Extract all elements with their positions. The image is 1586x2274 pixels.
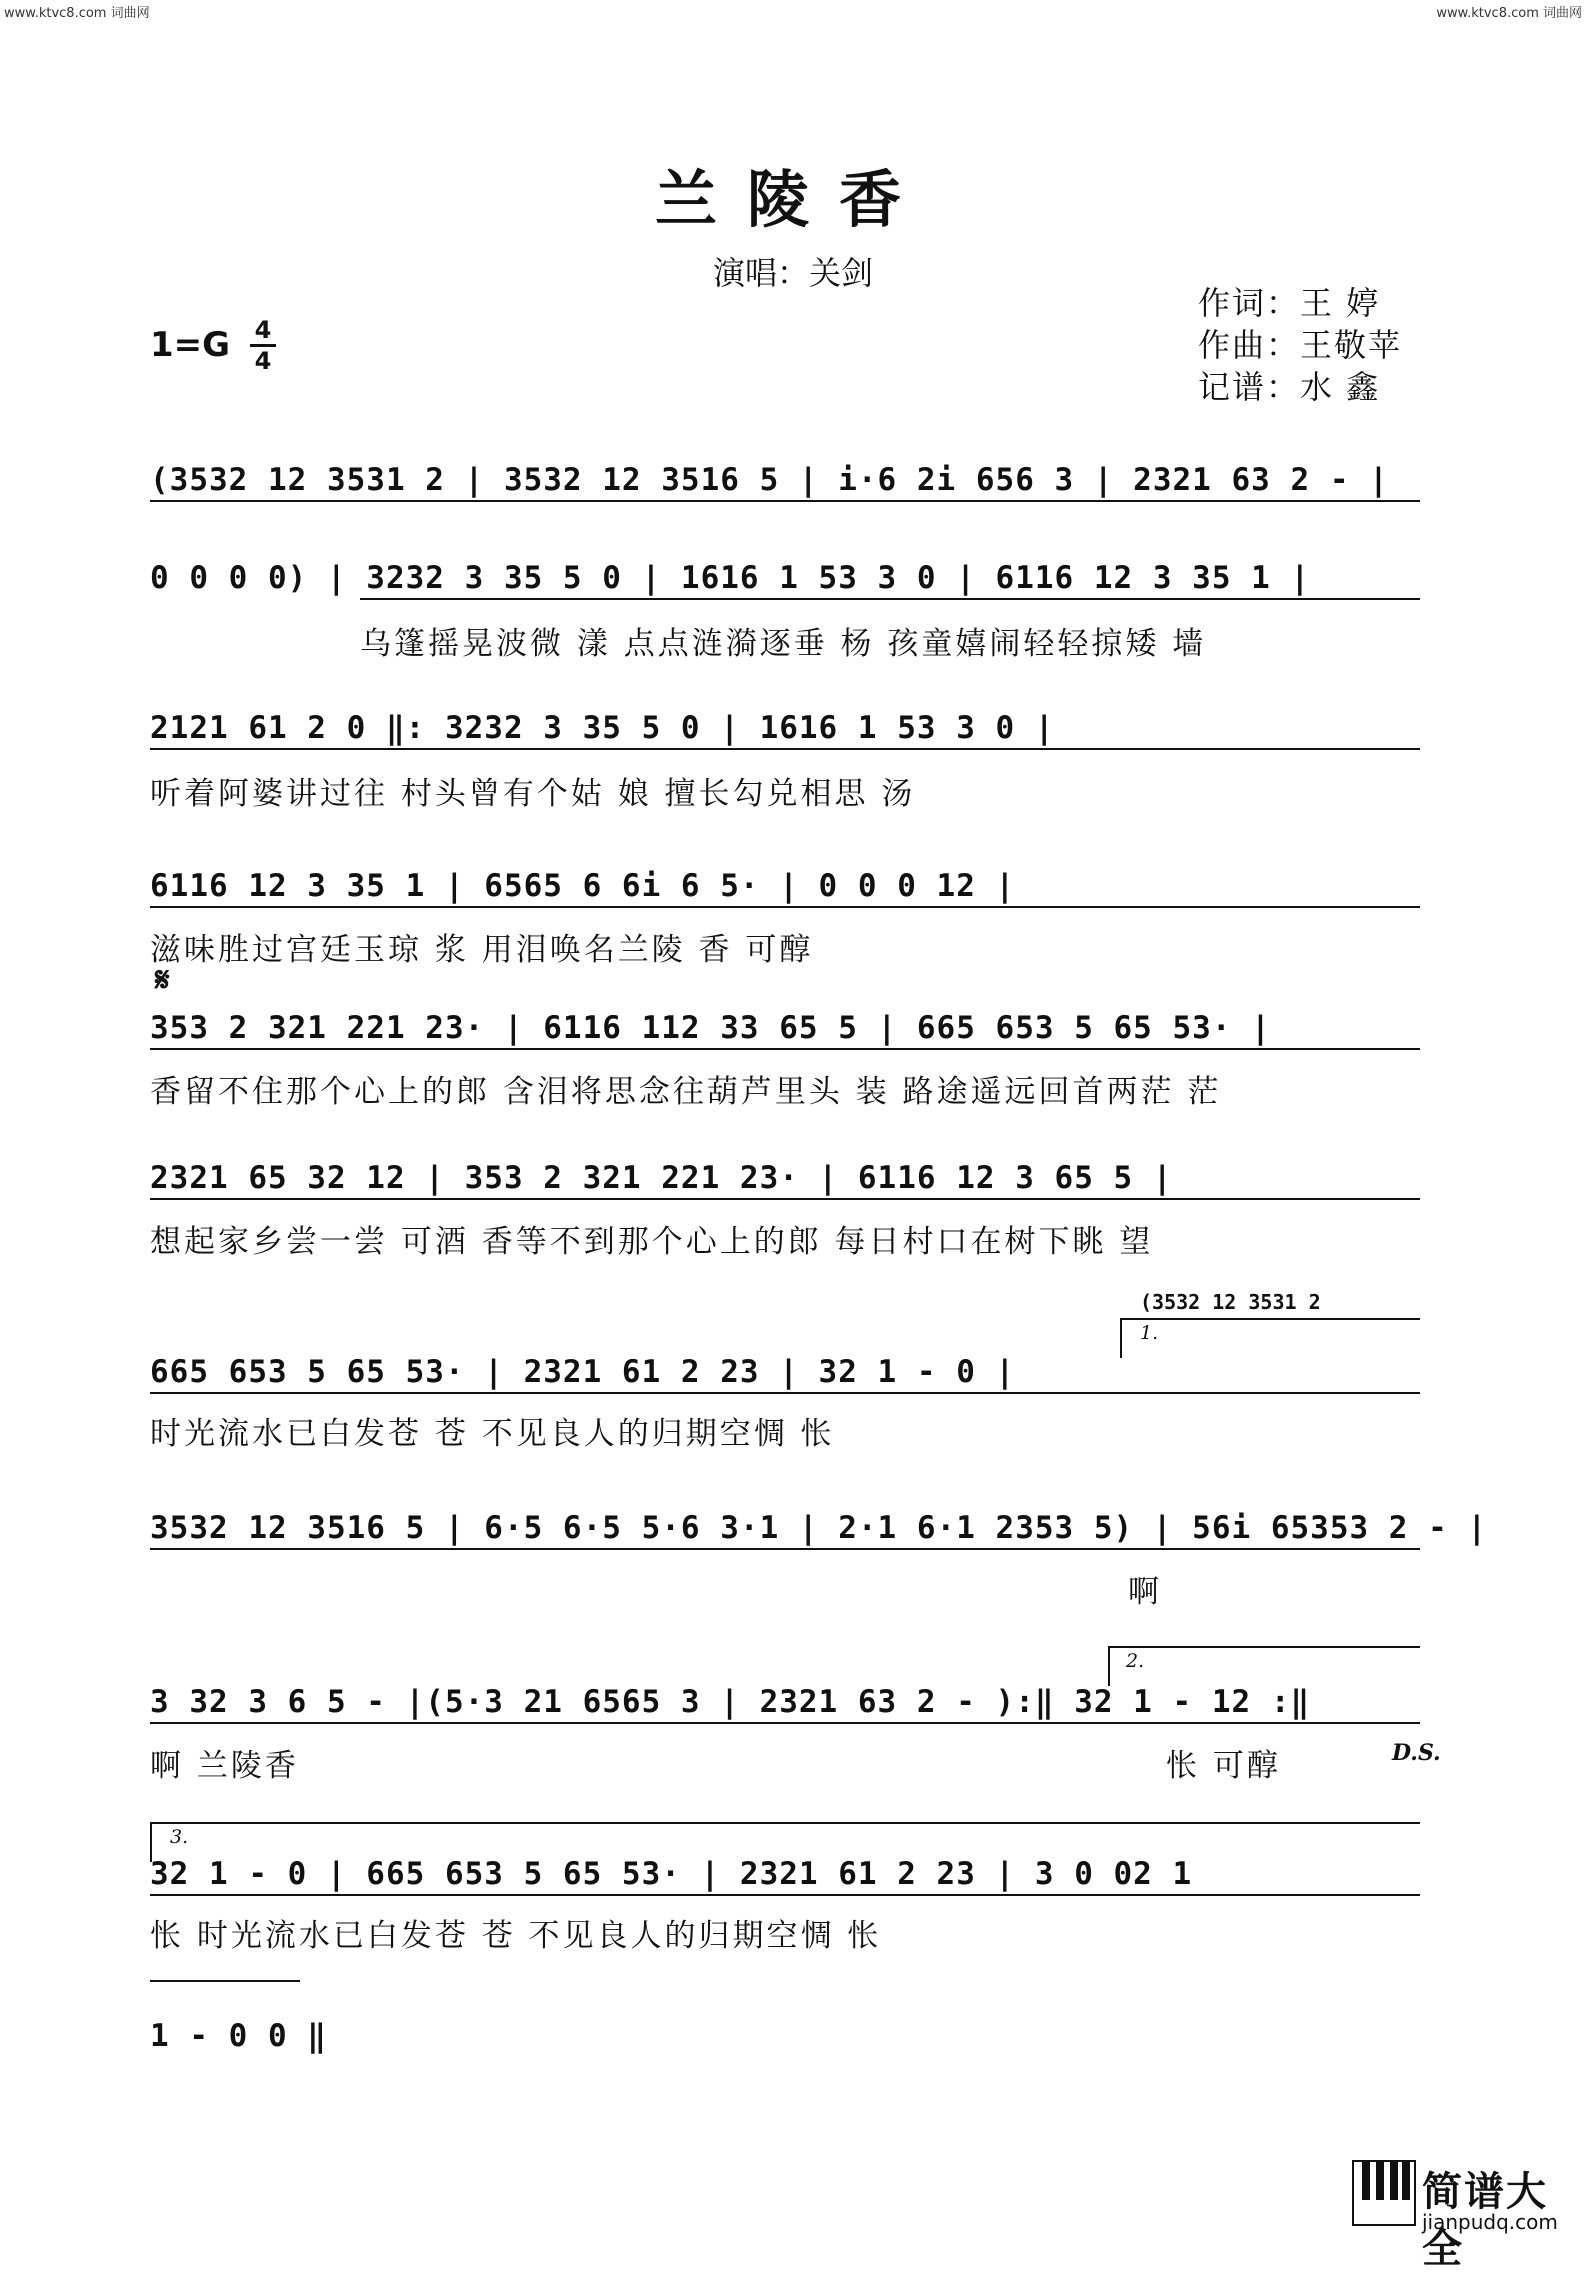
time-signature <box>250 318 276 373</box>
ending-2-bracket <box>1108 1646 1420 1648</box>
score-line-3: 2121 61 2 0 ‖: 3232 3 35 5 0 | 1616 1 53 3 0 | <box>150 710 1055 746</box>
score-line-11: 1 - 0 0 ‖ <box>150 2018 327 2054</box>
ending-1-bracket <box>1120 1318 1420 1320</box>
time-signature-top: 4 <box>254 316 272 344</box>
song-title: 兰陵香 <box>654 163 931 236</box>
ending-1-prelude: (3532 12 3531 2 <box>1140 1290 1321 1314</box>
lyric-line-8: 啊 <box>1128 1574 1162 1610</box>
underline-line-1 <box>150 500 1420 502</box>
underline-line-6 <box>150 1198 1420 1200</box>
score-line-9: 3 32 3 6 5 - |(5·3 21 6565 3 | 2321 63 2 - ):‖ 32 1 - 12 :‖ <box>150 1684 1311 1720</box>
segno-mark: 𝄋 <box>155 960 170 1000</box>
lyric-line-5: 香留不住那个心上的郎 含泪将思念往葫芦里头 装 路途遥远回首两茫 茫 <box>150 1074 1222 1110</box>
time-signature-bottom: 4 <box>254 347 272 375</box>
score-line-8: 3532 12 3516 5 | 6·5 6·5 5·6 3·1 | 2·1 6·1 2353 5) | 56i 65353 2 - | <box>150 1510 1488 1546</box>
ending-1-label: 1. <box>1140 1322 1159 1344</box>
ending-2-label: 2. <box>1126 1650 1145 1672</box>
underline-line-2 <box>360 598 1420 600</box>
underline-line-7 <box>150 1392 1420 1394</box>
score-line-6: 2321 65 32 12 | 353 2 321 221 23· | 6116 12 3 65 5 | <box>150 1160 1173 1196</box>
score-line-10: 32 1 - 0 | 665 653 5 65 53· | 2321 61 2 23 | 3 0 02 1 <box>150 1856 1193 1892</box>
score-line-1: (3532 12 3531 2 | 3532 12 3516 5 | i·6 2i 656 3 | 2321 63 2 - | <box>150 462 1389 498</box>
lyric-line-3: 听着阿婆讲过往 村头曾有个姑 娘 擅长勾兑相思 汤 <box>150 776 916 812</box>
ending-3-label: 3. <box>170 1826 189 1848</box>
underline-line-10 <box>150 1894 1420 1896</box>
logo-url: jianpudq.com <box>1422 2210 1558 2234</box>
lyricist-credit: 作词：王 婷 <box>1198 284 1381 322</box>
lyric-line-9b: 怅 可醇 <box>1166 1748 1281 1784</box>
dal-segno-mark: D.S. <box>1392 1740 1441 1766</box>
lyric-line-6: 想起家乡尝一尝 可酒 香等不到那个心上的郎 每日村口在树下眺 望 <box>150 1224 1154 1260</box>
lyric-line-7: 时光流水已白发苍 苍 不见良人的归期空惆 怅 <box>150 1416 835 1452</box>
final-bracket <box>150 1980 300 1982</box>
composer-credit: 作曲：王敬苹 <box>1198 326 1403 364</box>
watermark-right: www.ktvc8.com 词曲网 <box>1436 6 1582 21</box>
underline-line-3 <box>150 748 1420 750</box>
lyric-line-9a: 啊 兰陵香 <box>150 1748 299 1784</box>
score-line-7: 665 653 5 65 53· | 2321 61 2 23 | 32 1 - 0 | <box>150 1354 1016 1390</box>
watermark-left: www.ktvc8.com 词曲网 <box>4 6 150 21</box>
logo-title: 简谱大全 <box>1422 2169 1548 2272</box>
score-line-5: 353 2 321 221 23· | 6116 112 33 65 5 | 665 653 5 65 53· | <box>150 1010 1271 1046</box>
transcriber-credit: 记谱：水 鑫 <box>1198 368 1381 406</box>
singer-credit: 演唱：关剑 <box>712 254 873 292</box>
key-signature: 1=G <box>150 325 231 365</box>
underline-line-8 <box>150 1548 1420 1550</box>
lyric-line-4: 滋味胜过宫廷玉琼 浆 用泪唤名兰陵 香 可醇 <box>150 932 814 968</box>
lyric-line-10: 怅 时光流水已白发苍 苍 不见良人的归期空惆 怅 <box>150 1918 882 1954</box>
ending-3-bracket <box>150 1822 1420 1824</box>
underline-line-9 <box>150 1722 1420 1724</box>
ending-1-bracket-side <box>1120 1318 1122 1358</box>
site-logo <box>1352 2160 1572 2272</box>
score-line-2: 0 0 0 0) | 3232 3 35 5 0 | 1616 1 53 3 0 | 6116 12 3 35 1 | <box>150 560 1311 596</box>
score-line-4: 6116 12 3 35 1 | 6565 6 6i 6 5· | 0 0 0 12 | <box>150 868 1016 904</box>
underline-line-5 <box>150 1048 1420 1050</box>
lyric-line-2: 乌篷摇晃波微 漾 点点涟漪逐垂 杨 孩童嬉闹轻轻掠矮 墙 <box>360 626 1207 662</box>
ending-2-bracket-side <box>1108 1646 1110 1686</box>
underline-line-4 <box>150 906 1420 908</box>
piano-keys-icon <box>1352 2160 1416 2226</box>
